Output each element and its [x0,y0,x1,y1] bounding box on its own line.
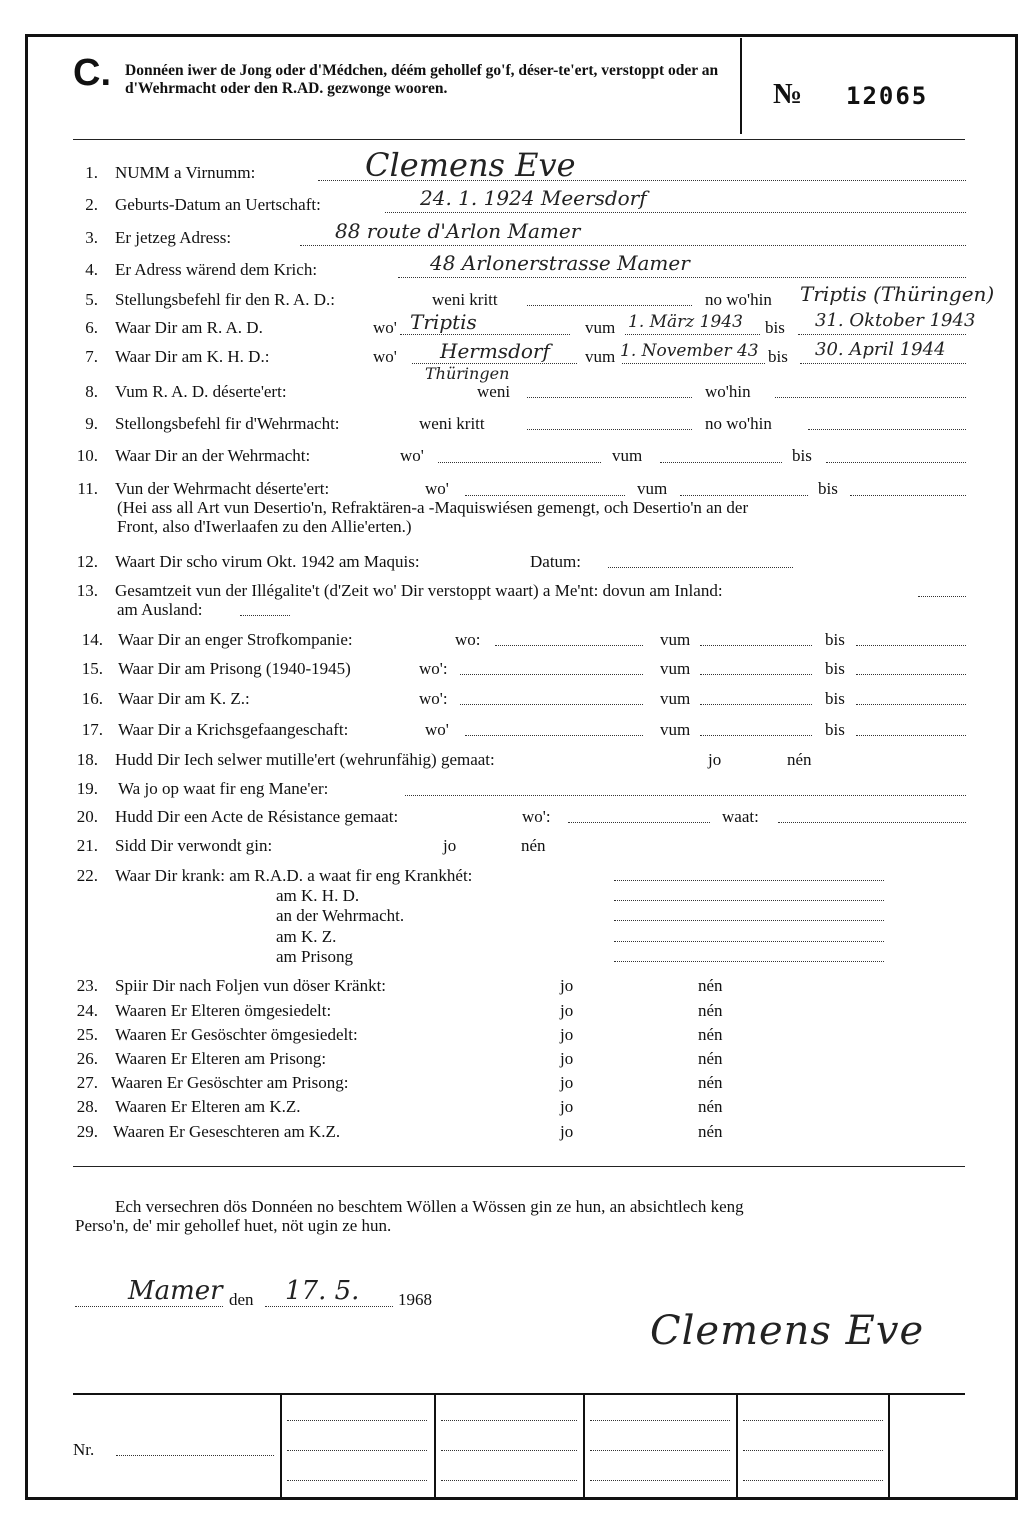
q8-value-when: Thüringen [425,364,510,383]
q6-vum-line[interactable] [625,334,760,335]
q29-yes[interactable]: jo [560,1122,574,1141]
q26-label: Waaren Er Elteren am Prisong: [115,1049,327,1068]
signature: Clemens Eve [650,1308,925,1354]
q3-number: 3. [85,228,98,247]
q22-sub-wehrmacht: an der Wehrmacht. [276,906,405,925]
q2-value: 24. 1. 1924 Meersdorf [420,186,647,210]
q28-number: 28. [76,1097,98,1116]
q27-yes[interactable]: jo [560,1073,574,1092]
q15-bis: bis [825,659,845,678]
q1-value: Clemens Eve [365,146,576,184]
q10-label: Waar Dir an der Wehrmacht: [115,446,311,465]
q8-weni-line[interactable] [527,397,692,398]
q16-vum-line[interactable] [700,704,812,705]
q12-datum-line[interactable] [608,567,793,568]
footer-cell-5b[interactable] [743,1450,883,1451]
q24-number: 24. [76,1001,98,1020]
q16-wo: wo': [419,689,448,708]
q4-number: 4. [85,260,98,279]
footer-col-5 [888,1394,890,1497]
q22-number: 22. [76,866,98,885]
q8-number: 8. [85,382,98,401]
q14-wo-line[interactable] [495,645,643,646]
q22-prisong-line[interactable] [614,961,884,962]
footer-cell-2b[interactable] [287,1450,427,1451]
q21-number: 21. [76,836,98,855]
q25-yes[interactable]: jo [560,1025,574,1044]
footer-cell-3a[interactable] [441,1420,577,1421]
q23-number: 23. [76,976,98,995]
q11-vum-line[interactable] [680,495,808,496]
q7-bis-line[interactable] [800,363,966,364]
signing-date: 17. 5. [285,1276,360,1306]
q15-number: 15. [81,659,103,678]
q15-wo: wo': [419,659,448,678]
q22-rad-line[interactable] [614,880,884,881]
q16-label: Waar Dir am K. Z.: [118,689,250,708]
signing-year: 1968 [398,1290,432,1309]
q16-bis-line[interactable] [856,704,966,705]
q25-number: 25. [76,1025,98,1044]
q21-no[interactable]: nén [521,836,546,855]
q5-weni: weni kritt [432,290,498,309]
q12-datum: Datum: [530,552,581,571]
q5-value-where: Triptis (Thüringen) [800,282,995,306]
q17-wo-line[interactable] [465,735,643,736]
q7-number: 7. [85,347,98,366]
q10-number: 10. [76,446,98,465]
q18-label: Hudd Dir Iech selwer mutille'ert (wehrunfähig) gemaat: [115,750,495,769]
q11-note-line2: Front, also d'Iwerlaafen zu den Allie'erten.) [117,517,412,536]
q23-yes[interactable]: jo [560,976,574,995]
q13-ausland-line[interactable] [240,615,290,616]
q27-no[interactable]: nén [698,1073,723,1092]
q7-bis: bis [768,347,788,366]
q6-number: 6. [85,318,98,337]
q13-inland-line[interactable] [918,596,966,597]
q16-bis: bis [825,689,845,708]
q9-weni-line[interactable] [527,429,692,430]
q17-number: 17. [81,720,103,739]
q10-wo-line[interactable] [438,462,601,463]
q10-vum-line[interactable] [660,462,782,463]
q11-wo-line[interactable] [465,495,625,496]
q6-value-where: Triptis [410,310,477,334]
q7-wo: wo' [373,347,397,366]
header-rule [73,139,965,140]
q12-number: 12. [76,552,98,571]
q11-note-line1: (Hei ass all Art vun Desertio'n, Refraktären-a -Maquiswiésen gemengt, och Desertio'n an der [117,498,749,517]
q7-value-where: Hermsdorf [440,339,550,363]
q10-bis: bis [792,446,812,465]
footer-cell-4b[interactable] [590,1450,730,1451]
q10-bis-line[interactable] [826,462,966,463]
q10-wo: wo' [400,446,424,465]
q16-wo-line[interactable] [460,704,643,705]
q15-vum: vum [660,659,691,678]
section-letter: C. [73,52,111,94]
q14-vum: vum [660,630,691,649]
q17-bis-line[interactable] [856,735,966,736]
q5-label: Stellungsbefehl fir den R. A. D.: [115,290,336,309]
q26-number: 26. [76,1049,98,1068]
declaration-line2: Perso'n, de' mir gehollef huet, nöt ugin ze hun. [75,1216,392,1235]
footer-cell-2a[interactable] [287,1420,427,1421]
q5-weni-line[interactable] [527,305,692,306]
q9-nowohin: no wo'hin [705,414,772,433]
q17-vum: vum [660,720,691,739]
q2-number: 2. [85,195,98,214]
footer-nr: Nr. [73,1440,95,1459]
q26-no[interactable]: nén [698,1049,723,1068]
q7-vum-line[interactable] [622,363,765,364]
q28-no[interactable]: nén [698,1097,723,1116]
q6-bis: bis [765,318,785,337]
q6-vum: vum [585,318,616,337]
footer-cell-3c[interactable] [441,1480,577,1481]
footer-col-1 [280,1394,282,1497]
q24-no[interactable]: nén [698,1001,723,1020]
q11-bis-line[interactable] [850,495,966,496]
q20-number: 20. [76,807,98,826]
q3-line[interactable] [300,245,966,246]
q18-no[interactable]: nén [787,750,812,769]
form-title: Donnéen iwer de Jong oder d'Médchen, déém gehollef go'f, déser-te'ert, verstoppt oder an d'Wehrmacht oder den R.AD. gezwonge wooren. [125,62,719,97]
footer-cell-4c[interactable] [590,1480,730,1481]
q15-bis-line[interactable] [856,674,966,675]
q22-sub-kz: am K. Z. [276,927,337,946]
q11-number: 11. [77,479,98,498]
q28-label: Waaren Er Elteren am K.Z. [115,1097,301,1116]
q17-vum-line[interactable] [700,735,812,736]
q20-label: Hudd Dir een Acte de Résistance gemaat: [115,807,399,826]
footer-cell-5a[interactable] [743,1420,883,1421]
q4-line[interactable] [398,277,966,278]
q17-bis: bis [825,720,845,739]
form-number: 12065 [846,82,929,110]
q17-label: Waar Dir a Krichsgefaangeschaft: [118,720,349,739]
q11-wo: wo' [425,479,449,498]
q22-sub-prisong: am Prisong [276,947,353,966]
q4-value: 48 Arlonerstrasse Mamer [430,251,690,275]
q11-label: Vun der Wehrmacht déserte'ert: [115,479,330,498]
q2-line[interactable] [385,212,966,213]
q16-vum: vum [660,689,691,708]
footer-nr-line[interactable] [116,1455,274,1456]
footer-top-rule [73,1393,965,1395]
q1-label: NUMM a Virnumm: [115,163,256,182]
q14-number: 14. [81,630,103,649]
q12-label: Waart Dir scho virum Okt. 1942 am Maquis: [115,552,420,571]
q21-yes[interactable]: jo [443,836,457,855]
q1-number: 1. [85,163,98,182]
q6-value-to: 31. Oktober 1943 [815,310,976,331]
q20-waat: waat: [722,807,759,826]
footer-col-2 [434,1394,436,1497]
q5-nowohin: no wo'hin [705,290,772,309]
q15-label: Waar Dir am Prisong (1940-1945) [118,659,351,678]
declaration-line1: Ech versechren dös Donnéen no beschtem Wöllen a Wössen gin ze hun, an absichtlech keng [115,1197,744,1216]
q20-waat-line[interactable] [778,822,966,823]
q10-vum: vum [612,446,643,465]
q6-wo: wo' [373,318,397,337]
q15-wo-line[interactable] [460,674,643,675]
q29-no[interactable]: nén [698,1122,723,1141]
q24-label: Waaren Er Elteren ömgesiedelt: [115,1001,332,1020]
q24-yes[interactable]: jo [560,1001,574,1020]
q29-number: 29. [76,1122,98,1141]
q17-wo: wo' [425,720,449,739]
q4-label: Er Adress wärend dem Krich: [115,260,318,279]
date-line[interactable] [265,1306,393,1307]
q14-vum-line[interactable] [700,645,812,646]
q21-label: Sidd Dir verwondt gin: [115,836,273,855]
footer-cell-4a[interactable] [590,1420,730,1421]
q5-number: 5. [85,290,98,309]
q19-label: Wa jo op waat fir eng Mane'er: [118,779,329,798]
header-divider [740,38,742,134]
q8-wohin-line[interactable] [775,397,966,398]
q14-bis: bis [825,630,845,649]
number-sign: № [773,78,803,110]
q18-yes[interactable]: jo [708,750,722,769]
q11-bis: bis [818,479,838,498]
q22-kz-line[interactable] [614,941,884,942]
q6-wo-line[interactable] [400,334,570,335]
q25-label: Waaren Er Gesöschter ömgesiedelt: [115,1025,358,1044]
q13-ausland: am Ausland: [117,600,203,619]
q8-label: Vum R. A. D. déserte'ert: [115,382,287,401]
q28-yes[interactable]: jo [560,1097,574,1116]
q14-bis-line[interactable] [856,645,966,646]
q7-vum: vum [585,347,616,366]
q6-bis-line[interactable] [798,334,966,335]
q14-wo: wo: [455,630,481,649]
q18-number: 18. [76,750,98,769]
q22-khd-line[interactable] [614,900,884,901]
q8-wohin: wo'hin [705,382,751,401]
q25-no[interactable]: nén [698,1025,723,1044]
q6-value-from: 1. März 1943 [628,312,743,332]
footer-col-3 [583,1394,585,1497]
q9-label: Stellongsbefehl fir d'Wehrmacht: [115,414,340,433]
signing-place: Mamer [128,1276,223,1306]
q7-value-from: 1. November 43 [620,341,759,361]
q22-sub-khd: am K. H. D. [276,886,360,905]
place-line[interactable] [75,1306,223,1307]
q13-label: Gesamtzeit vun der Illégalite't (d'Zeit wo' Dir verstoppt waart) a Me'nt: dovun am Inland: [115,581,723,600]
q22-wehrmacht-line[interactable] [614,920,884,921]
q13-number: 13. [76,581,98,600]
q23-no[interactable]: nén [698,976,723,995]
q16-number: 16. [81,689,103,708]
q11-vum: vum [637,479,668,498]
q20-wo-line[interactable] [568,822,710,823]
q6-label: Waar Dir am R. A. D. [115,318,263,337]
q9-number: 9. [85,414,98,433]
footer-cell-5c[interactable] [743,1480,883,1481]
q2-label: Geburts-Datum an Uertschaft: [115,195,321,214]
q19-line[interactable] [405,795,966,796]
q20-wo: wo': [522,807,551,826]
footer-cell-2c[interactable] [287,1480,427,1481]
q22-label: Waar Dir krank: am R.A.D. a waat fir eng Krankhét: [115,866,473,885]
questions-end-rule [73,1166,965,1167]
q23-label: Spiir Dir nach Foljen vun döser Kränkt: [115,976,387,995]
q19-number: 19. [76,779,98,798]
q8-weni: weni [477,382,511,401]
q7-value-to: 30. April 1944 [815,339,946,360]
q27-label: Waaren Er Gesöschter am Prisong: [111,1073,349,1092]
q29-label: Waaren Er Geseschteren am K.Z. [113,1122,341,1141]
q9-weni: weni kritt [419,414,485,433]
footer-cell-3b[interactable] [441,1450,577,1451]
q7-label: Waar Dir am K. H. D.: [115,347,270,366]
q14-label: Waar Dir an enger Strofkompanie: [118,630,353,649]
q9-nowohin-line[interactable] [808,429,966,430]
q27-number: 27. [76,1073,98,1092]
footer-col-4 [736,1394,738,1497]
q3-label: Er jetzeg Adress: [115,228,232,247]
signing-den: den [229,1290,254,1309]
q26-yes[interactable]: jo [560,1049,574,1068]
q3-value: 88 route d'Arlon Mamer [335,219,581,243]
q15-vum-line[interactable] [700,674,812,675]
